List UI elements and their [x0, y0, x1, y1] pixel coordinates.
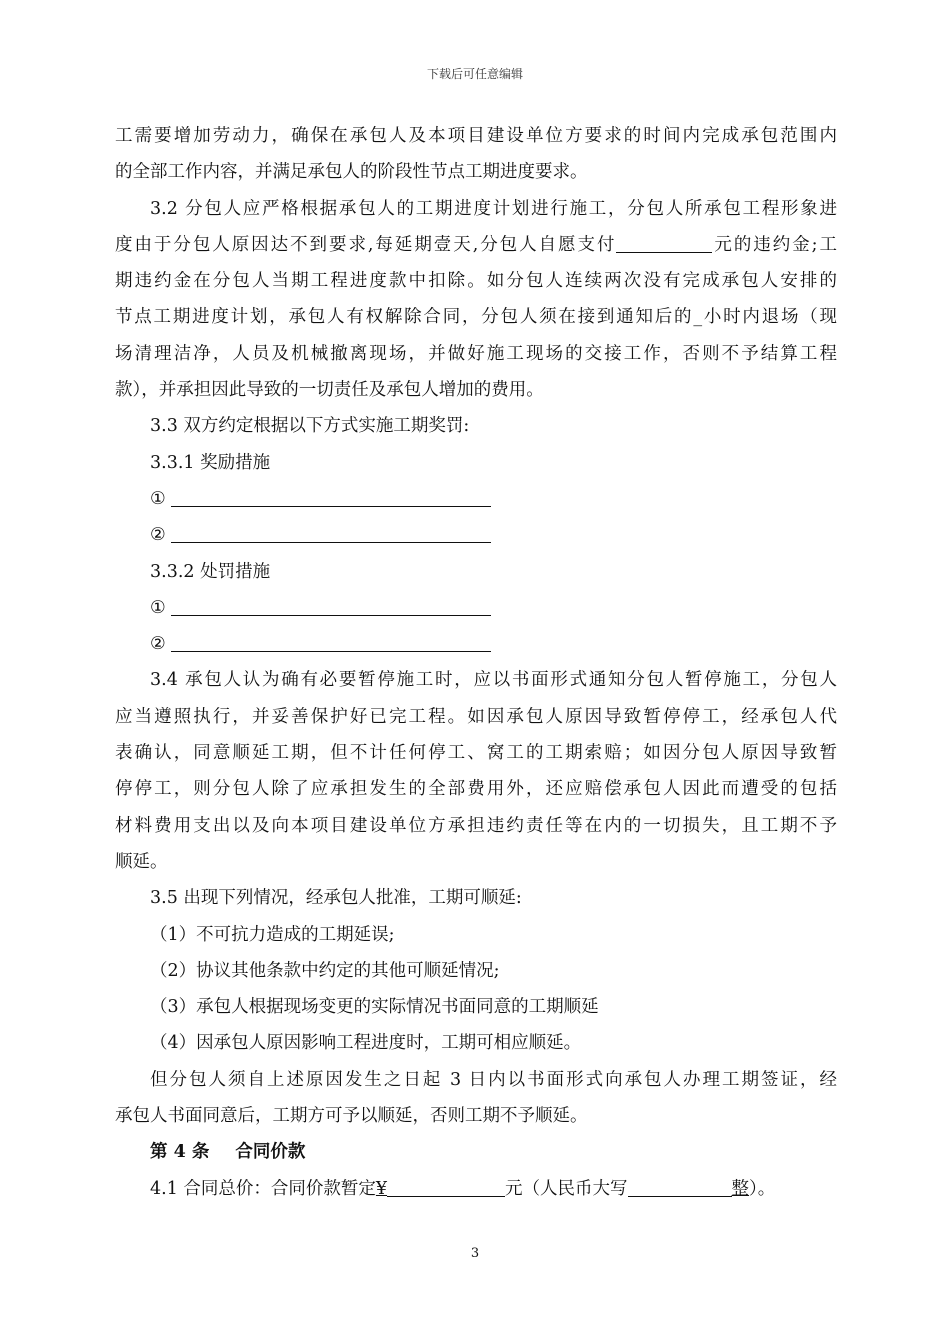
text-line: 款），并承担因此导致的一切责任及承包人增加的费用。: [115, 380, 544, 401]
clause-3-5: 3.5 出现下列情况，经承包人批准，工期可顺延:: [150, 888, 522, 909]
article-4-heading: [115, 1134, 837, 1170]
contract-amount-blank[interactable]: [387, 1176, 505, 1197]
text-line: 表确认，同意顺延工期，但不计任何停工、窝工的工期索赔；如因分包人原因导致暂: [115, 743, 837, 764]
yuan-sign: ¥: [375, 1178, 388, 1199]
item-marker: ①: [150, 597, 166, 618]
text-line: 的全部工作内容，并满足承包人的阶段性节点工期进度要求。: [115, 162, 588, 183]
text-line: 承包人书面同意后，工期方可予以顺延，否则工期不予顺延。: [115, 1106, 588, 1127]
article-number: 第 4 条: [150, 1142, 210, 1163]
text-line: 但分包人须自上述原因发生之日起 3 日内以书面形式向承包人办理工期签证，经: [150, 1069, 837, 1090]
penalty-item-1: [115, 590, 837, 626]
list-item: （1）不可抗力造成的工期延误;: [150, 924, 395, 945]
hours-blank[interactable]: _: [693, 307, 703, 328]
reward-item-1: [115, 481, 837, 517]
list-item: （4）因承包人原因影响工程进度时，工期可相应顺延。: [150, 1033, 582, 1054]
text-segment: 4.1 合同总价：合同价款暂定: [150, 1178, 376, 1199]
penalty-amount-blank[interactable]: [616, 232, 712, 253]
clause-3-3-2: 3.3.2 处罚措施: [150, 561, 271, 582]
amount-in-words-blank[interactable]: [628, 1176, 732, 1197]
text-line: [115, 227, 837, 263]
reward-item-2: [115, 517, 837, 553]
text-segment: 整: [731, 1178, 750, 1199]
text-segment: ）。: [749, 1178, 776, 1199]
text-segment: 小时内退场（现: [702, 307, 838, 328]
penalty-item-2: [115, 626, 837, 662]
text-line: 工需要增加劳动力，确保在承包人及本项目建设单位方要求的时间内完成承包范围内: [115, 126, 837, 146]
text-line: 期违约金在分包人当期工程进度款中扣除。如分包人连续两次没有完成承包人安排的: [115, 271, 837, 292]
reward-blank-2[interactable]: [171, 522, 491, 543]
text-line: [115, 299, 837, 335]
item-marker: ②: [150, 525, 166, 546]
clause-3-3: 3.3 双方约定根据以下方式实施工期奖罚:: [150, 416, 470, 437]
text-line: 顺延。: [115, 851, 168, 872]
list-item: （3）承包人根据现场变更的实际情况书面同意的工期顺延: [150, 997, 599, 1018]
item-marker: ②: [150, 634, 166, 655]
clause-4-1: [115, 1171, 837, 1207]
contract-body: [115, 118, 837, 1207]
clause-3-4: 3.4 承包人认为确有必要暂停施工时，应以书面形式通知分包人暂停施工，分包人: [150, 670, 837, 691]
reward-blank-1[interactable]: [171, 486, 491, 507]
clause-3-2: 3.2 分包人应严格根据承包人的工期进度计划进行施工，分包人所承包工程形象进: [150, 198, 837, 219]
text-line: 材料费用支出以及向本项目建设单位方承担违约责任等在内的一切损失，且工期不予: [115, 815, 837, 836]
penalty-blank-1[interactable]: [171, 595, 491, 616]
clause-3-3-1: 3.3.1 奖励措施: [150, 452, 271, 473]
article-title: 合同价款: [235, 1142, 306, 1163]
page-number: 3: [470, 1246, 480, 1261]
text-segment: 节点工期进度计划，承包人有权解除合同，分包人须在接到通知后的: [115, 307, 694, 328]
page-header: 下载后可任意编辑: [426, 67, 523, 81]
text-segment: 度由于分包人原因达不到要求,每延期壹天,分包人自愿支付: [115, 234, 617, 255]
item-marker: ①: [150, 488, 166, 509]
text-line: 应当遵照执行，并妥善保护好已完工程。如因承包人原因导致暂停停工，经承包人代: [115, 706, 837, 727]
text-line: 停停工，则分包人除了应承担发生的全部费用外，还应赔偿承包人因此而遭受的包括: [115, 779, 837, 800]
list-item: （2）协议其他条款中约定的其他可顺延情况;: [150, 960, 500, 981]
text-line: 场清理洁净，人员及机械撤离现场，并做好施工现场的交接工作，否则不予结算工程: [115, 343, 837, 364]
text-segment: 元（人民币大写: [505, 1178, 628, 1199]
penalty-blank-2[interactable]: [171, 631, 491, 652]
text-segment: 元的违约金;工: [712, 234, 838, 255]
